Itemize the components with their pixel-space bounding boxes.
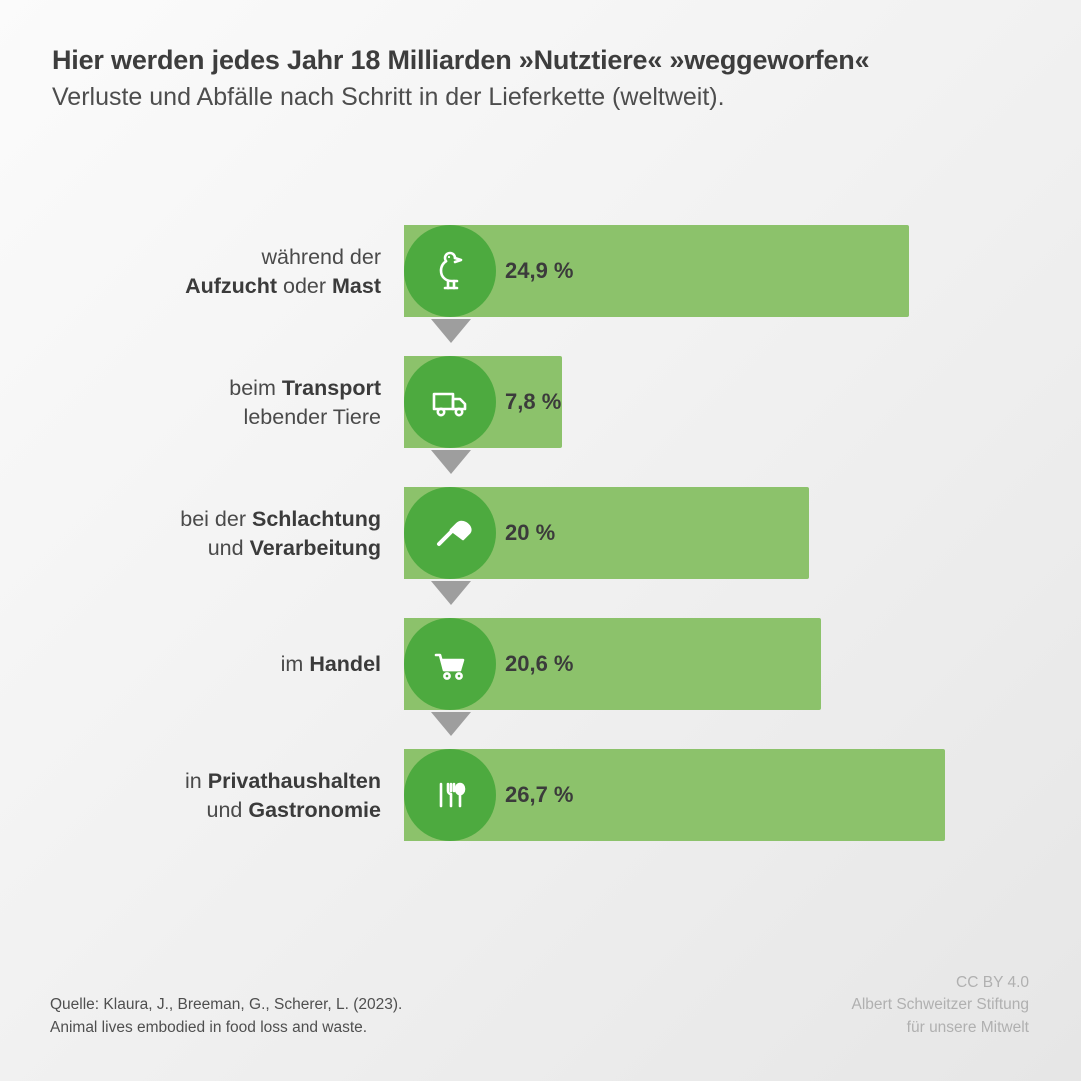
page-subtitle: Verluste und Abfälle nach Schritt in der Lieferkette (weltweit). xyxy=(52,82,725,111)
chicken-icon xyxy=(404,225,496,317)
row-label-bold-schlachtung: Schlachtung xyxy=(251,507,381,531)
bar-value-aufzucht: 24,9 % xyxy=(505,258,574,283)
row-label-bold-aufzucht: Aufzucht xyxy=(185,273,278,298)
flow-arrow-2 xyxy=(431,450,471,476)
row-label-privathaushalte xyxy=(51,767,381,824)
bar-value-transport: 7,8 % xyxy=(505,389,562,414)
row-label-transport xyxy=(51,374,381,431)
shopping-cart-icon xyxy=(404,618,496,710)
row-label-bold-transport: Transport xyxy=(281,376,381,400)
chart-row-aufzucht xyxy=(0,225,1081,317)
bar-value-privathaushalte: 26,7 % xyxy=(505,782,574,807)
row-label-pre2: und xyxy=(207,535,250,560)
row-label-pre: in xyxy=(185,769,208,793)
license-label: CC BY 4.0 xyxy=(956,973,1029,991)
row-label-handel xyxy=(51,650,381,679)
row-label-bold-mast: Mast xyxy=(332,273,381,298)
chart-row-handel xyxy=(0,618,1081,710)
row-label-bold-handel: Handel xyxy=(309,652,381,676)
flow-arrow-1 xyxy=(431,319,471,345)
row-label-bold-gastronomie: Gastronomie xyxy=(248,797,381,822)
organisation-name: Albert Schweitzer Stiftung xyxy=(851,996,1029,1014)
chart-header xyxy=(52,44,1052,113)
source-note xyxy=(50,994,402,1039)
chart-row-privathaushalte xyxy=(0,749,1081,841)
row-label-pre: bei der xyxy=(180,507,252,531)
cleaver-icon xyxy=(404,487,496,579)
row-label-schlachtung xyxy=(51,505,381,562)
organisation-tagline: für unsere Mitwelt xyxy=(906,1018,1029,1036)
flow-arrow-3 xyxy=(431,581,471,607)
source-line-2: Animal lives embodied in food loss and waste. xyxy=(50,1018,368,1036)
row-label-pre2: und xyxy=(206,797,249,822)
credit-block xyxy=(852,972,1029,1039)
row-label-pre: beim xyxy=(229,376,282,400)
truck-icon xyxy=(404,356,496,448)
flow-arrow-4 xyxy=(431,712,471,738)
row-label-bold-privathaushalten: Privathaushalten xyxy=(207,769,381,793)
row-label-mid: oder xyxy=(277,273,333,298)
chart-row-transport xyxy=(0,356,1081,448)
bar-value-handel: 20,6 % xyxy=(505,651,574,676)
source-line-1: Quelle: Klaura, J., Breeman, G., Scherer, L. (2023). xyxy=(50,996,403,1014)
bar-chart xyxy=(0,205,1081,870)
row-label-line2: lebender Tiere xyxy=(243,404,381,429)
row-label-bold-verarbeitung: Verarbeitung xyxy=(249,535,381,560)
row-label-line1: während der xyxy=(261,245,381,269)
row-label-aufzucht xyxy=(51,243,381,300)
chart-row-schlachtung xyxy=(0,487,1081,579)
row-label-pre: im xyxy=(280,652,310,676)
page-title: Hier werden jedes Jahr 18 Milliarden »Nutztiere« »weggeworfen« xyxy=(52,45,870,75)
bar-value-schlachtung: 20 % xyxy=(505,520,556,545)
cutlery-icon xyxy=(404,749,496,841)
